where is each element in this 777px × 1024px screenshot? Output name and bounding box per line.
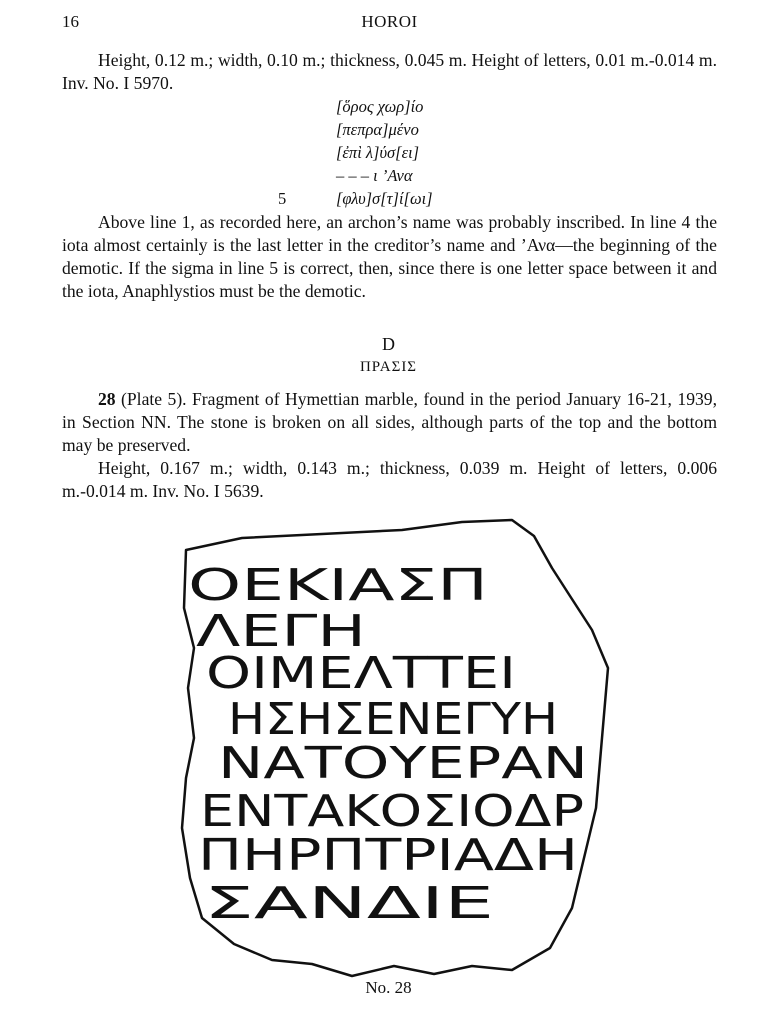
section-title: ΠΡΑΣΙΣ <box>359 359 418 375</box>
drawn-line: ΠΗΡΠΤΡΙΑΔΗ <box>198 830 578 881</box>
entry-number: 28 <box>98 389 116 409</box>
drawn-line: ΛΕΓΗ <box>196 606 366 657</box>
dimensions-paragraph-27: Height, 0.12 m.; width, 0.10 m.; thickness, 0.045 m. Height of letters, 0.01 m.-0.014 m. Inv. No. I 5970. <box>62 50 717 93</box>
page-header <box>62 12 717 36</box>
commentary-paragraph: Above line 1, as recorded here, an archon’s name was probably inscribed. In line 4 the iota almost certainly is the last letter in the creditor’s name and ’Ανα—the beginning of the demotic. If the sigma in line 5 is correct, then, since there is one letter space between it and the iota, Anaphlystios must be the demotic. <box>62 212 717 301</box>
drawn-line: ΣΑΝΔΙΕ <box>204 878 494 929</box>
drawn-line: ΕΝΤΑΚΟΣΙΟΔΡ <box>200 786 584 837</box>
drawn-line: ΟΙΜΕΛΤΤΕΙ <box>206 648 516 699</box>
drawn-line: ΗΣΗΣΕΝΕΓΥΗ <box>228 694 558 745</box>
page-number: 16 <box>62 12 79 31</box>
running-head: HOROI <box>361 12 418 31</box>
inscription-drawing <box>172 508 612 978</box>
description-text: (Plate 5). Fragment of Hymettian marble, found in the period January 16-21, 1939, in Section NN. The stone is broken on all sides, although parts of the top and the bottom may be preserved. <box>62 389 717 455</box>
dimensions-paragraph-28: Height, 0.167 m.; width, 0.143 m.; thickness, 0.039 m. Height of letters, 0.006 m.-0.014 m. Inv. No. I 5639. <box>62 458 717 501</box>
inscription-letters <box>188 560 588 929</box>
drawn-line: ΟΕΚΙΑΣΠ <box>188 560 488 611</box>
drawn-line: ΝΑΤΟΥΕΡΑΝ <box>218 738 588 789</box>
description-paragraph-28 <box>62 388 717 457</box>
section-letter: D <box>382 334 395 354</box>
figure-caption: No. 28 <box>365 978 412 997</box>
